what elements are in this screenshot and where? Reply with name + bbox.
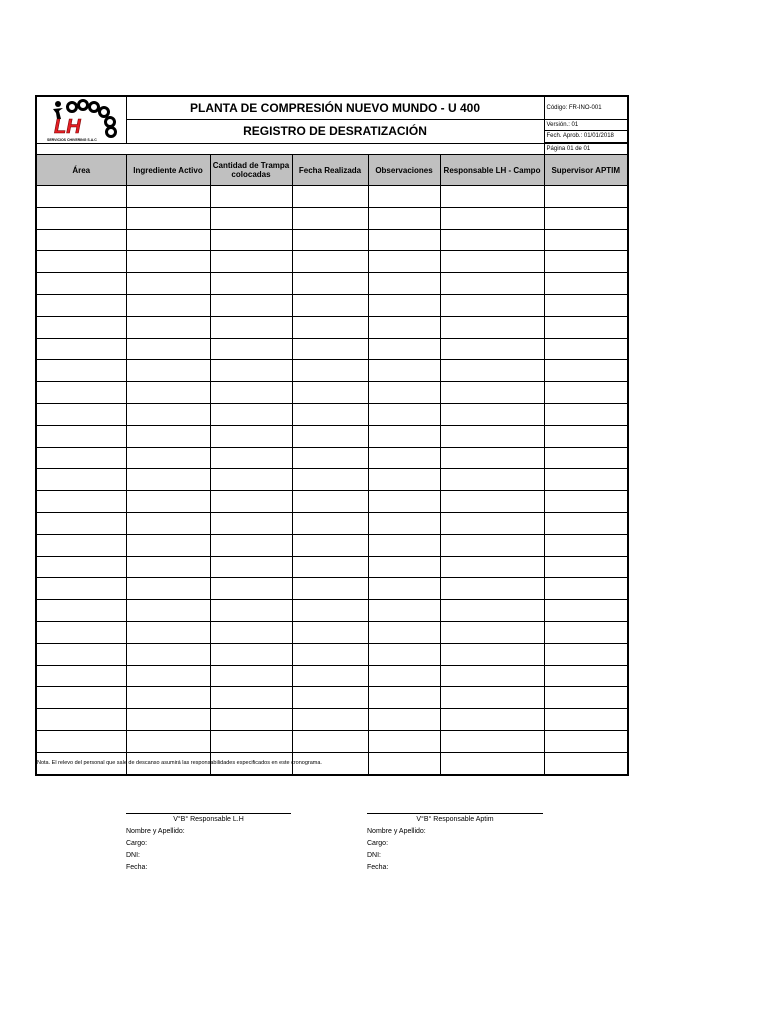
entry-cell[interactable]: [368, 186, 440, 208]
entry-cell[interactable]: [126, 491, 210, 513]
entry-cell[interactable]: [126, 512, 210, 534]
entry-cell[interactable]: [292, 730, 368, 752]
entry-cell[interactable]: [544, 709, 628, 731]
entry-cell[interactable]: [126, 687, 210, 709]
entry-cell[interactable]: [210, 578, 292, 600]
entry-cell[interactable]: [440, 752, 544, 774]
entry-cell[interactable]: [36, 207, 126, 229]
entry-cell[interactable]: [440, 207, 544, 229]
col-fecha: Fecha Realizada: [292, 155, 368, 186]
entry-cell[interactable]: [440, 621, 544, 643]
table-row: [36, 229, 628, 251]
entry-cell[interactable]: [36, 316, 126, 338]
entry-cell[interactable]: [440, 338, 544, 360]
table-row: [36, 360, 628, 382]
entry-cell[interactable]: [126, 382, 210, 404]
table-row: [36, 425, 628, 447]
entry-cell[interactable]: [544, 382, 628, 404]
entry-cell[interactable]: [544, 534, 628, 556]
entry-cell[interactable]: [292, 491, 368, 513]
table-row: [36, 403, 628, 425]
table-row: [36, 316, 628, 338]
entry-cell[interactable]: [292, 316, 368, 338]
signature-block-lh: [126, 813, 291, 871]
entry-cell[interactable]: [36, 273, 126, 295]
table-row: [36, 294, 628, 316]
entry-cell[interactable]: [210, 273, 292, 295]
entry-cell[interactable]: [36, 360, 126, 382]
entry-cell[interactable]: [126, 338, 210, 360]
entry-cell[interactable]: [544, 403, 628, 425]
entry-cell[interactable]: [292, 469, 368, 491]
entry-cell[interactable]: [544, 491, 628, 513]
entry-cell[interactable]: [292, 425, 368, 447]
entry-cell[interactable]: [210, 730, 292, 752]
entry-cell[interactable]: [210, 469, 292, 491]
entry-cell[interactable]: [36, 687, 126, 709]
entry-cell[interactable]: [368, 621, 440, 643]
entry-cell[interactable]: [36, 578, 126, 600]
entry-cell[interactable]: [544, 316, 628, 338]
entry-cell[interactable]: [440, 578, 544, 600]
footnote: Nota. El relevo del personal que sale de descanso asumirá las responsabilidades especificados en este cronograma.: [37, 760, 322, 766]
entry-cell[interactable]: [368, 251, 440, 273]
entry-cell[interactable]: [210, 600, 292, 622]
entry-cell[interactable]: [292, 600, 368, 622]
entry-cell[interactable]: [544, 730, 628, 752]
entry-cell[interactable]: [210, 382, 292, 404]
entry-cell[interactable]: [544, 556, 628, 578]
entry-cell[interactable]: [210, 491, 292, 513]
entry-cell[interactable]: [368, 273, 440, 295]
entry-cell[interactable]: [544, 447, 628, 469]
table-row: [36, 447, 628, 469]
entry-cell[interactable]: [292, 512, 368, 534]
entry-cell[interactable]: [368, 207, 440, 229]
entry-cell[interactable]: [292, 687, 368, 709]
entry-cell[interactable]: [368, 730, 440, 752]
fecha-aprob-text: Fech. Aprob.: 01/01/2018: [545, 131, 628, 143]
field-cargo: Cargo:: [367, 840, 389, 847]
entry-cell[interactable]: [440, 316, 544, 338]
entry-cell[interactable]: [210, 687, 292, 709]
entry-cell[interactable]: [126, 229, 210, 251]
entry-cell[interactable]: [368, 229, 440, 251]
entry-cell[interactable]: [210, 512, 292, 534]
entry-cell[interactable]: [292, 534, 368, 556]
entry-cell[interactable]: [292, 360, 368, 382]
entry-cell[interactable]: [36, 709, 126, 731]
col-cantidad: Cantidad de Trampa colocadas: [210, 155, 292, 186]
entry-cell[interactable]: [36, 186, 126, 208]
entry-cell[interactable]: [210, 556, 292, 578]
entry-cell[interactable]: [440, 403, 544, 425]
entry-cell[interactable]: [36, 382, 126, 404]
entry-cell[interactable]: [292, 556, 368, 578]
table-row: [36, 621, 628, 643]
table-row: [36, 556, 628, 578]
entry-cell[interactable]: [368, 469, 440, 491]
entry-cell[interactable]: [440, 382, 544, 404]
table-row: [36, 469, 628, 491]
entry-cell[interactable]: [210, 643, 292, 665]
entry-cell[interactable]: [292, 186, 368, 208]
entry-cell[interactable]: [544, 360, 628, 382]
field-dni: DNI:: [367, 852, 381, 859]
field-cargo: Cargo:: [126, 840, 148, 847]
entry-cell[interactable]: [126, 186, 210, 208]
table-row: [36, 665, 628, 687]
entry-cell[interactable]: [36, 556, 126, 578]
signature-title: V°B° Responsable Aptim: [416, 816, 494, 823]
table-row: [36, 382, 628, 404]
form-table: [35, 95, 629, 776]
entry-cell[interactable]: [544, 186, 628, 208]
entry-cell[interactable]: [36, 491, 126, 513]
entry-cell[interactable]: [544, 600, 628, 622]
table-row: [36, 491, 628, 513]
logo-subtitle: SERVICIOS CHIVERING S.A.C: [47, 138, 97, 142]
entry-cell[interactable]: [210, 229, 292, 251]
entry-cell[interactable]: [126, 469, 210, 491]
entry-cell[interactable]: [210, 294, 292, 316]
entry-cell[interactable]: [126, 360, 210, 382]
entry-cell[interactable]: [544, 752, 628, 774]
entry-cell[interactable]: [36, 534, 126, 556]
entry-cell[interactable]: [126, 556, 210, 578]
entry-cell[interactable]: [292, 338, 368, 360]
entry-cell[interactable]: [544, 687, 628, 709]
col-observaciones: Observaciones: [368, 155, 440, 186]
table-row: [36, 512, 628, 534]
entry-cell[interactable]: [292, 251, 368, 273]
table-row: [36, 534, 628, 556]
field-nombre: Nombre y Apellido:: [367, 828, 426, 835]
header-row-3: [36, 144, 628, 155]
entry-cell[interactable]: [440, 643, 544, 665]
entry-cell[interactable]: [440, 687, 544, 709]
entry-cell[interactable]: [36, 665, 126, 687]
entry-cell[interactable]: [292, 578, 368, 600]
entry-cell[interactable]: [126, 316, 210, 338]
signature-line[interactable]: [126, 813, 291, 814]
logo-letters: LH: [54, 116, 81, 138]
entry-cell[interactable]: [36, 447, 126, 469]
entry-cell[interactable]: [544, 229, 628, 251]
entry-cell[interactable]: [368, 709, 440, 731]
entry-cell[interactable]: [292, 229, 368, 251]
column-header-row: [36, 155, 628, 186]
entry-cell[interactable]: [544, 294, 628, 316]
col-responsable: Responsable LH - Campo: [440, 155, 544, 186]
entry-cell[interactable]: [368, 556, 440, 578]
entry-cell[interactable]: [36, 730, 126, 752]
entry-cell[interactable]: [126, 447, 210, 469]
entry-cell[interactable]: [440, 534, 544, 556]
entry-cell[interactable]: [36, 229, 126, 251]
entry-cell[interactable]: [544, 251, 628, 273]
entry-cell[interactable]: [440, 360, 544, 382]
entry-cell[interactable]: [210, 251, 292, 273]
table-row: [36, 338, 628, 360]
signature-block-aptim: [367, 813, 543, 871]
signature-title: V°B° Responsable L.H: [173, 816, 244, 823]
entry-cell[interactable]: [368, 600, 440, 622]
table-row: [36, 709, 628, 731]
entry-cell[interactable]: [440, 730, 544, 752]
entry-cell[interactable]: [292, 709, 368, 731]
entry-cell[interactable]: [126, 643, 210, 665]
entry-cell[interactable]: [544, 207, 628, 229]
entry-cell[interactable]: [210, 665, 292, 687]
entry-cell[interactable]: [440, 273, 544, 295]
register-title: REGISTRO DE DESRATIZACIÓN: [126, 119, 544, 143]
entry-cell[interactable]: [36, 469, 126, 491]
col-area: Área: [36, 155, 126, 186]
entry-cell[interactable]: [368, 534, 440, 556]
entry-cell[interactable]: [36, 294, 126, 316]
signature-line[interactable]: [367, 813, 543, 814]
field-fecha: Fecha:: [367, 864, 389, 871]
entry-cell[interactable]: [368, 687, 440, 709]
entry-cell[interactable]: [292, 294, 368, 316]
entry-cell[interactable]: [440, 425, 544, 447]
entry-cell[interactable]: [368, 578, 440, 600]
entry-cell[interactable]: [36, 251, 126, 273]
entry-cell[interactable]: [440, 665, 544, 687]
entry-cell[interactable]: [126, 534, 210, 556]
entry-cell[interactable]: [440, 294, 544, 316]
meta-stack: [544, 119, 628, 143]
entry-cell[interactable]: [126, 600, 210, 622]
entry-cell[interactable]: [292, 447, 368, 469]
table-row: [36, 643, 628, 665]
entry-cell[interactable]: [36, 643, 126, 665]
entry-cell[interactable]: [544, 578, 628, 600]
entry-cell[interactable]: [210, 338, 292, 360]
entry-cell[interactable]: [126, 207, 210, 229]
entry-cell[interactable]: [126, 709, 210, 731]
table-row: [36, 251, 628, 273]
entry-cell[interactable]: [544, 469, 628, 491]
entry-cell[interactable]: [368, 643, 440, 665]
entry-cell[interactable]: [440, 447, 544, 469]
entry-cell[interactable]: [368, 491, 440, 513]
table-row: [36, 578, 628, 600]
entry-cell[interactable]: [292, 403, 368, 425]
entry-cell[interactable]: [292, 621, 368, 643]
pagina-text: Página 01 de 01: [544, 144, 628, 155]
entry-cell[interactable]: [36, 621, 126, 643]
entry-cell[interactable]: [292, 207, 368, 229]
field-nombre: Nombre y Apellido:: [126, 828, 185, 835]
form-sheet: [35, 95, 627, 776]
entry-cell[interactable]: [292, 273, 368, 295]
entry-cell[interactable]: [440, 709, 544, 731]
table-row: [36, 600, 628, 622]
field-fecha: Fecha:: [126, 864, 148, 871]
entry-cell[interactable]: [210, 316, 292, 338]
entry-cell[interactable]: [368, 447, 440, 469]
entry-cell[interactable]: [126, 251, 210, 273]
entry-cell[interactable]: [36, 403, 126, 425]
entry-cell[interactable]: [210, 447, 292, 469]
entry-cell[interactable]: [544, 512, 628, 534]
col-supervisor: Supervisor APTIM: [544, 155, 628, 186]
entry-cell[interactable]: [126, 578, 210, 600]
entry-cell[interactable]: [210, 207, 292, 229]
entry-cell[interactable]: [368, 338, 440, 360]
entry-cell[interactable]: [210, 425, 292, 447]
entry-cell[interactable]: [544, 643, 628, 665]
entry-cell[interactable]: [368, 316, 440, 338]
entry-cell[interactable]: [126, 425, 210, 447]
table-row: [36, 687, 628, 709]
entry-cell[interactable]: [210, 186, 292, 208]
entry-cell[interactable]: [126, 403, 210, 425]
entry-cell[interactable]: [36, 600, 126, 622]
entry-cell[interactable]: [368, 360, 440, 382]
entry-cell[interactable]: [126, 665, 210, 687]
table-row: [36, 186, 628, 208]
entry-cell[interactable]: [368, 403, 440, 425]
table-row: [36, 207, 628, 229]
col-ingrediente: Ingrediente Activo: [126, 155, 210, 186]
version-text: Versión.: 01: [545, 120, 628, 131]
table-row: [36, 273, 628, 295]
entry-cell[interactable]: [440, 186, 544, 208]
entry-cell[interactable]: [440, 229, 544, 251]
entry-cell[interactable]: [544, 425, 628, 447]
table-row: [36, 730, 628, 752]
entry-cell[interactable]: [36, 338, 126, 360]
entry-cell[interactable]: [368, 752, 440, 774]
entry-cell[interactable]: [368, 512, 440, 534]
plant-title: PLANTA DE COMPRESIÓN NUEVO MUNDO - U 400: [126, 96, 544, 119]
entry-cell[interactable]: [544, 338, 628, 360]
entry-cell[interactable]: [440, 512, 544, 534]
entry-cell[interactable]: [368, 425, 440, 447]
entry-cell[interactable]: [440, 600, 544, 622]
entry-cell[interactable]: [126, 730, 210, 752]
logo-cell: [36, 96, 126, 144]
entry-cell[interactable]: [126, 273, 210, 295]
entry-cell[interactable]: [292, 665, 368, 687]
entry-cell[interactable]: [544, 273, 628, 295]
entry-cell[interactable]: [210, 360, 292, 382]
entry-cell[interactable]: [440, 469, 544, 491]
entry-cell[interactable]: [368, 294, 440, 316]
entry-cell[interactable]: [292, 643, 368, 665]
entry-cell[interactable]: [126, 621, 210, 643]
entry-cell[interactable]: [126, 294, 210, 316]
entry-cell[interactable]: [368, 665, 440, 687]
entry-cell[interactable]: [210, 403, 292, 425]
entry-cell[interactable]: [36, 425, 126, 447]
entry-cell[interactable]: [210, 534, 292, 556]
entry-cell[interactable]: [544, 665, 628, 687]
entry-cell[interactable]: [440, 556, 544, 578]
entry-cell[interactable]: [440, 491, 544, 513]
field-dni: DNI:: [126, 852, 140, 859]
entry-cell[interactable]: [36, 512, 126, 534]
entry-cell[interactable]: [292, 382, 368, 404]
header-row-1: [36, 96, 628, 119]
entry-cell[interactable]: [210, 621, 292, 643]
entry-cell[interactable]: [544, 621, 628, 643]
entry-cell[interactable]: [440, 251, 544, 273]
company-logo: [37, 97, 127, 143]
codigo-text: Código: FR-INO-001: [544, 96, 628, 119]
entry-cell[interactable]: [210, 709, 292, 731]
entry-cell[interactable]: [368, 382, 440, 404]
